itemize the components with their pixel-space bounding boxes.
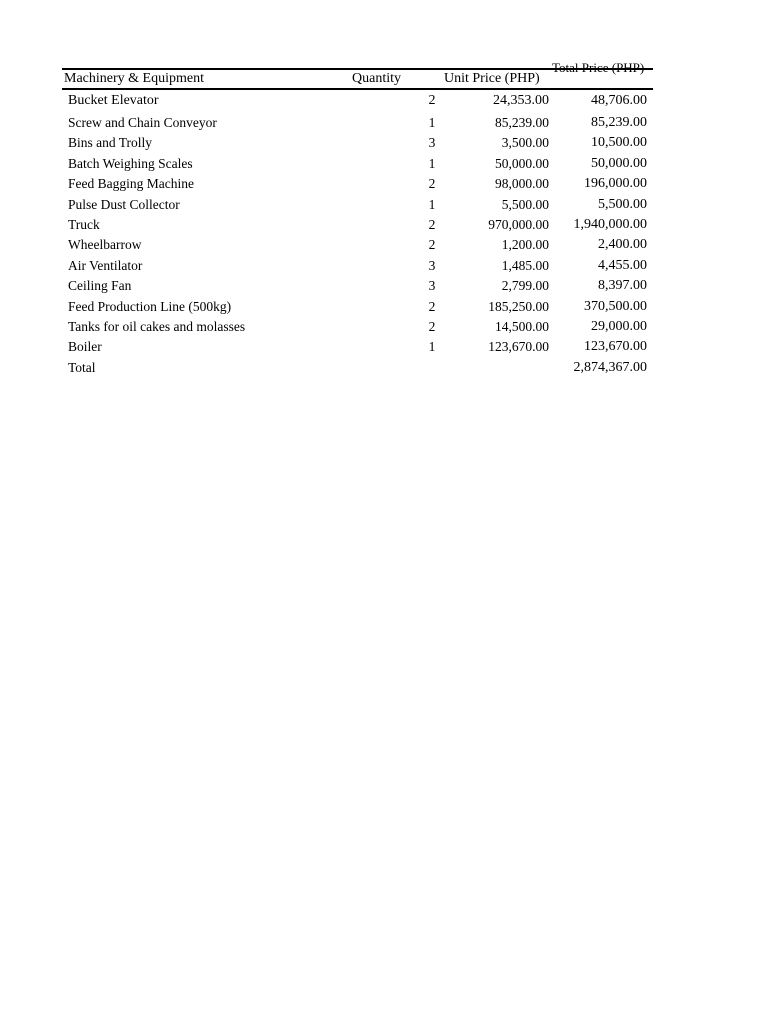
table-row [62,297,654,317]
item-unit-price: 2,799.00 [501,278,549,294]
item-total-price: 29,000.00 [591,318,647,334]
item-quantity: 2 [428,93,436,108]
item-unit-price: 123,670.00 [488,339,549,355]
item-name: Tanks for oil cakes and molasses [68,318,246,334]
item-total-price: 4,455.00 [598,257,647,273]
table-row [62,195,654,215]
item-quantity: 2 [428,298,436,314]
header-machinery-equipment: Machinery & Equipment [64,71,204,86]
item-unit-price: 185,250.00 [488,298,549,314]
item-total-price: 85,239.00 [591,115,647,130]
item-unit-price: 24,353.00 [493,93,549,108]
header-total-price: Total Price (PHP) [552,60,645,75]
item-total-price: 196,000.00 [584,176,647,192]
item-total-price: 8,397.00 [598,278,647,294]
item-unit-price: 3,500.00 [501,135,549,151]
table-row [62,113,654,133]
item-total-price: 370,500.00 [584,298,647,314]
item-name: Screw and Chain Conveyor [68,115,217,130]
item-unit-price: 98,000.00 [495,176,549,192]
item-total-price: 2,400.00 [598,237,647,253]
header-unit-price: Unit Price (PHP) [444,71,540,86]
item-unit-price: 14,500.00 [495,318,549,334]
grand-total-value: 2,874,367.00 [573,359,647,375]
item-total-price: 50,000.00 [591,155,647,171]
item-quantity: 3 [428,257,436,273]
table-row [62,337,654,357]
item-name: Wheelbarrow [68,237,142,253]
item-name: Feed Bagging Machine [68,176,194,192]
item-quantity: 2 [428,216,436,232]
item-quantity: 1 [428,196,436,212]
item-total-price: 123,670.00 [584,339,647,355]
item-quantity: 1 [428,339,436,355]
table-header-row [62,60,654,88]
table-row [62,215,654,235]
item-quantity: 1 [428,115,436,130]
item-quantity: 3 [428,135,436,151]
item-name: Bucket Elevator [68,93,159,108]
table-row [62,276,654,296]
table-row [62,133,654,153]
total-row [62,358,654,378]
item-unit-price: 1,200.00 [501,237,549,253]
item-unit-price: 1,485.00 [501,257,549,273]
table-row [62,174,654,194]
item-unit-price: 85,239.00 [495,115,549,130]
table-row [62,91,654,113]
item-total-price: 10,500.00 [591,135,647,151]
item-name: Boiler [68,339,102,355]
item-unit-price: 50,000.00 [495,155,549,171]
item-name: Batch Weighing Scales [68,155,193,171]
item-total-price: 1,940,000.00 [573,216,647,232]
item-name: Truck [68,216,100,232]
item-quantity: 2 [428,318,436,334]
item-name: Air Ventilator [68,257,143,273]
item-quantity: 2 [428,176,436,192]
table-row [62,256,654,276]
item-quantity: 1 [428,155,436,171]
item-unit-price: 970,000.00 [488,216,549,232]
item-name: Ceiling Fan [68,278,132,294]
header-bottom-border [62,88,653,90]
table-row [62,154,654,174]
table-body [62,91,654,378]
item-total-price: 48,706.00 [591,93,647,108]
item-name: Bins and Trolly [68,135,153,151]
item-name: Pulse Dust Collector [68,196,180,212]
item-quantity: 2 [428,237,436,253]
item-total-price: 5,500.00 [598,196,647,212]
item-quantity: 3 [428,278,436,294]
table-row [62,317,654,337]
header-quantity: Quantity [352,71,401,86]
table-row [62,235,654,255]
item-name: Feed Production Line (500kg) [68,298,232,314]
total-label: Total [68,359,96,375]
item-unit-price: 5,500.00 [501,196,549,212]
